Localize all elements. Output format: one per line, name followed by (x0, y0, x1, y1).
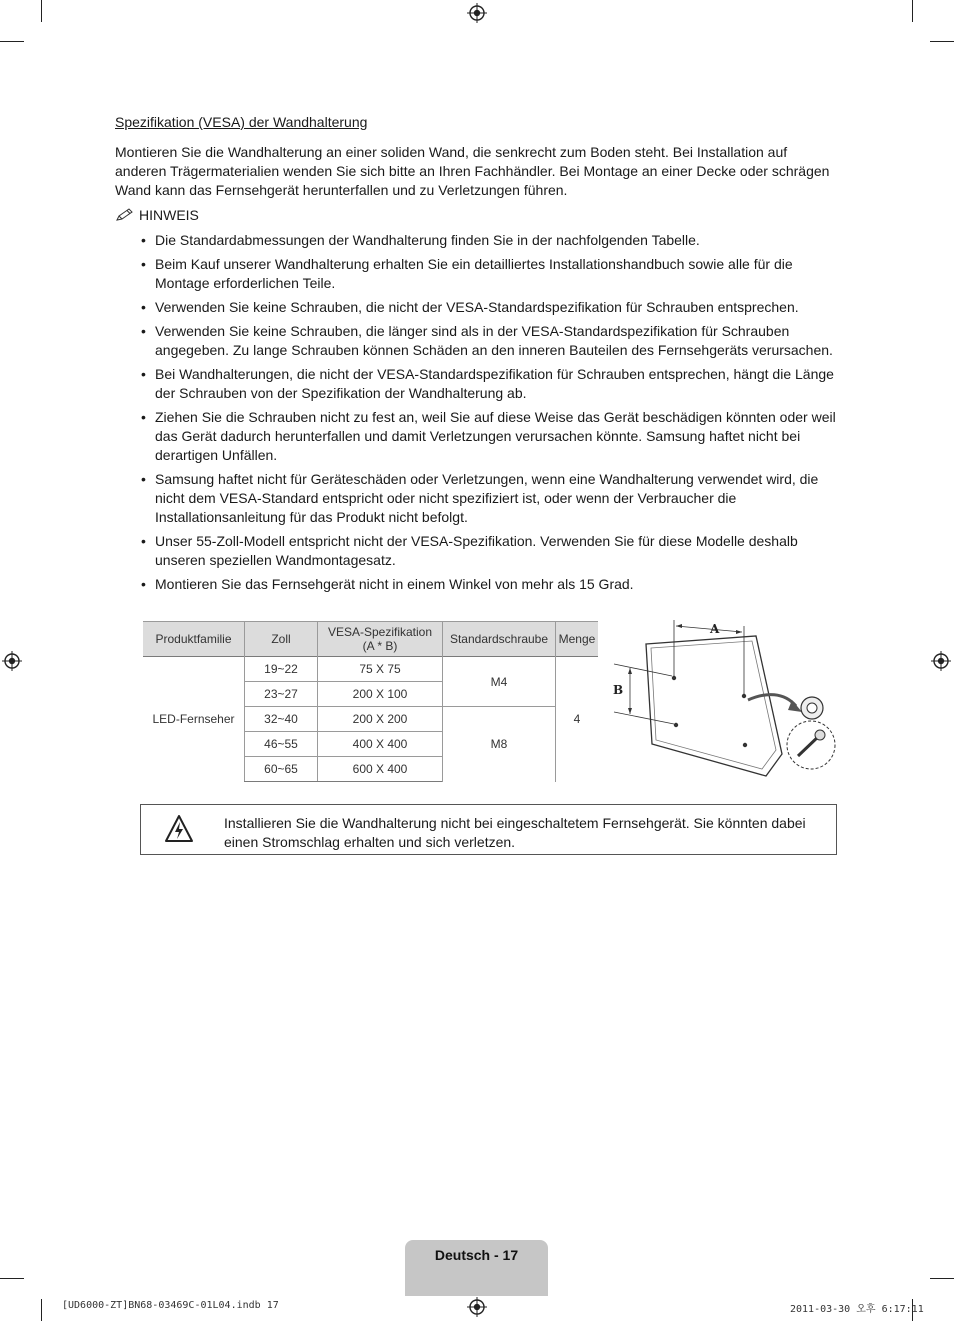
product-family-cell: LED-Fernseher (152, 712, 235, 727)
dimension-line (614, 664, 672, 676)
inch-cell: 46~55 (245, 732, 318, 757)
screw-hole (743, 743, 747, 747)
vesa-cell: 600 X 400 (318, 757, 443, 782)
warning-text: Installieren Sie die Wandhalterung nicht bei eingeschaltetem Fernsehgerät. Sie könnten dabei einen Stromschlag erhalten und sich verletzen. (224, 815, 806, 850)
crop-mark (0, 1278, 24, 1279)
tv-back-inner (651, 641, 776, 769)
header-vesa-line1: VESA-Spezifikation (327, 625, 433, 639)
registration-mark-icon (931, 651, 951, 671)
crop-mark (930, 1278, 954, 1279)
footer-timestamp: 2011-03-30 오후 6:17:11 (790, 1304, 924, 1315)
wall-mount-diagram (606, 614, 842, 784)
screw-head (815, 730, 825, 740)
header-inch: Zoll (245, 622, 318, 657)
screw-cell: M4 (443, 657, 556, 707)
header-product-family: Produktfamilie (143, 622, 245, 657)
list-item: • Die Standardabmessungen der Wandhalterung finden Sie in der nachfolgenden Tabelle. (155, 231, 845, 250)
vesa-cell: 200 X 100 (318, 682, 443, 707)
list-item: • Montieren Sie das Fernsehgerät nicht in einem Winkel von mehr als 15 Grad. (155, 575, 845, 594)
vesa-cell: 200 X 200 (318, 707, 443, 732)
arrow-head (736, 630, 742, 634)
vesa-spec-table (143, 621, 598, 782)
arrow-head (628, 708, 632, 714)
list-item: • Unser 55-Zoll-Modell entspricht nicht der VESA-Spezifikation. Verwenden Sie für diese Modelle deshalb unseren speziellen Wandmontagesatz. (155, 532, 845, 570)
note-heading (115, 207, 199, 223)
dimension-label-b: B (613, 683, 624, 697)
screw-hole (672, 676, 676, 680)
registration-mark-icon (467, 1297, 487, 1317)
list-item: • Verwenden Sie keine Schrauben, die länger sind als in der VESA-Standardspezifikation für Schrauben angegeben. Zu lange Schrauben können Schäden an den inneren Bauteilen des Fernsehgeräts verursachen. (155, 322, 845, 360)
registration-mark-icon (467, 3, 487, 23)
table-header-row (143, 622, 598, 657)
footer-file-info: [UD6000-ZT]BN68-03469C-01L04.indb 17 (62, 1300, 279, 1311)
intro-paragraph: Montieren Sie die Wandhalterung an einer soliden Wand, die senkrecht zum Boden steht. Bei Installation auf anderen Trägermaterialien wenden Sie sich bitte an Ihren Fachhändler. Bei Montage an einer Decke oder schrägen Wand kann das Fernsehgerät herunterfallen und zu Verletzungen führen. (115, 144, 830, 198)
arrow-head (628, 668, 632, 674)
inch-cell: 32~40 (245, 707, 318, 732)
electric-shock-warning-icon (164, 814, 194, 844)
quantity-cell: 4 (556, 657, 599, 782)
dimension-line (614, 712, 674, 724)
inch-cell: 23~27 (245, 682, 318, 707)
inch-cell: 60~65 (245, 757, 318, 782)
crop-mark (0, 41, 24, 42)
note-bullet-list (155, 231, 845, 599)
list-item: • Ziehen Sie die Schrauben nicht zu fest an, weil Sie auf diese Weise das Gerät beschädigen könnten oder weil das Gerät dadurch herunterfallen und damit Verletzungen verursachen könnte. Samsung haftet nicht bei derartigen Unfällen. (155, 408, 845, 465)
header-standard-screw: Standardschraube (443, 622, 556, 657)
list-item: • Verwenden Sie keine Schrauben, die nicht der VESA-Standardspezifikation für Schrauben entsprechen. (155, 298, 845, 317)
screw-hole (742, 694, 746, 698)
arrow-head (676, 624, 682, 628)
spacer-hole (807, 703, 817, 713)
vesa-cell: 400 X 400 (318, 732, 443, 757)
pencil-icon (115, 208, 135, 222)
header-vesa-line2: (A * B) (362, 639, 398, 653)
page-number-tab (405, 1240, 548, 1296)
header-vesa (318, 622, 443, 657)
list-item: • Beim Kauf unserer Wandhalterung erhalten Sie ein detailliertes Installationshandbuch sowie alle für die Montage erforderlichen Teile. (155, 255, 845, 293)
vesa-cell: 75 X 75 (318, 657, 443, 682)
warning-box (140, 804, 837, 855)
crop-mark (41, 0, 42, 22)
screw-hole (674, 723, 678, 727)
dimension-line (676, 626, 742, 632)
section-title: Spezifikation (VESA) der Wandhalterung (115, 114, 368, 130)
list-item: • Samsung haftet nicht für Geräteschäden oder Verletzungen, wenn eine Wandhalterung verwendet wird, die nicht dem VESA-Standard entspricht oder nicht spezifiziert ist, oder wenn der Verbraucher die Installationsanleitung für das Produkt nicht befolgt. (155, 470, 845, 527)
table-row (143, 657, 598, 682)
registration-mark-icon (2, 651, 22, 671)
curved-arrow-icon (748, 695, 796, 706)
dimension-label-a: A (710, 622, 720, 636)
list-item: • Bei Wandhalterungen, die nicht der VESA-Standardspezifikation für Schrauben entsprechen, hängt die Länge der Schrauben von der Spezifikation der Wandhalterung ab. (155, 365, 845, 403)
screw-cell: M8 (443, 707, 556, 782)
header-quantity: Menge (556, 622, 599, 657)
crop-mark (930, 41, 954, 42)
inch-cell: 19~22 (245, 657, 318, 682)
page-label: Deutsch - 17 (434, 1247, 519, 1263)
crop-mark (912, 0, 913, 22)
crop-mark (41, 1299, 42, 1321)
note-heading-label: HINWEIS (139, 207, 199, 223)
tv-back-panel (646, 636, 782, 776)
